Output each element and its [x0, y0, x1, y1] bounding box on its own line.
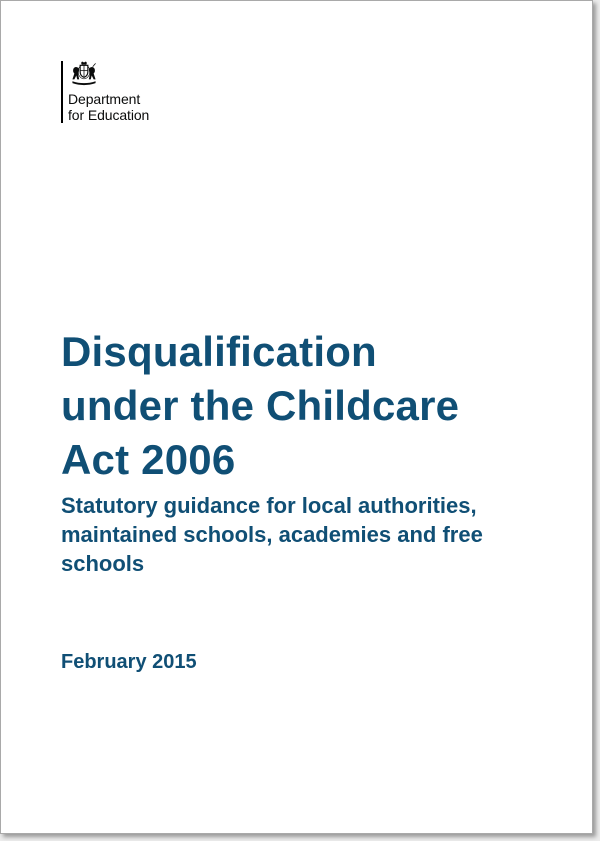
logo-divider	[61, 61, 63, 123]
subtitle-line-3: schools	[61, 551, 145, 576]
title-line-3: Act 2006	[61, 436, 236, 483]
logo-content	[68, 61, 149, 123]
department-name-line2: for Education	[68, 107, 150, 123]
title-line-1: Disqualification	[61, 328, 377, 375]
publication-date: February 2015	[61, 651, 197, 673]
department-name-line1: Department	[68, 91, 141, 107]
subtitle-line-2: maintained schools, academies and free	[61, 522, 483, 547]
royal-coat-of-arms-icon	[69, 61, 99, 88]
title-line-2: under the Childcare	[61, 382, 460, 429]
document-title	[61, 325, 541, 487]
department-logo	[61, 61, 149, 123]
subtitle-line-1: Statutory guidance for local authorities,	[61, 493, 477, 518]
document-subtitle	[61, 491, 541, 578]
